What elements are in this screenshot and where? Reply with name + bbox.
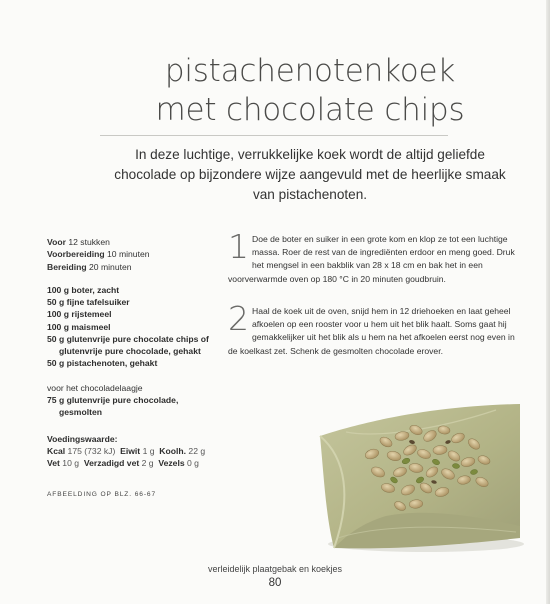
ingredient-item: 75 g glutenvrije pure chocolade,: [47, 395, 179, 405]
ingredient-item: 50 g glutenvrije pure chocolate chips of: [47, 333, 209, 344]
method-step-1: [228, 227, 524, 286]
title-line-1: pistachenotenkoek: [164, 53, 456, 89]
ingredient-item: 50 g pistachenoten, gehakt: [47, 358, 158, 369]
nutrition-value: 1 g: [142, 446, 155, 456]
nutrition-heading: Voedingswaarde:: [47, 434, 118, 444]
ingredient-item: glutenvrije pure chocolade, gehakt: [59, 346, 201, 357]
nutrition-value: 22 g: [188, 446, 206, 456]
meta-label: Voorbereiding: [47, 249, 105, 260]
meta-label: Voor: [47, 237, 66, 247]
chapter-footer: verleidelijk plaatgebak en koekjes: [207, 564, 343, 574]
page-number: 80: [268, 577, 282, 589]
title-divider: [100, 135, 448, 136]
nutrition-value: 2 g: [141, 458, 154, 469]
step-number: 2: [228, 299, 249, 338]
meta-prep-time: [47, 248, 227, 260]
nutrition-label: Verzadigd vet: [83, 458, 140, 469]
ingredient-item: 100 g rijstemeel: [47, 309, 112, 320]
nutrition-facts: [47, 445, 237, 470]
meta-label: Bereiding: [47, 261, 87, 272]
chocolate-layer-ingredient: [47, 394, 227, 418]
page-edge: [546, 0, 550, 604]
meta-cook-time: [47, 261, 227, 273]
nutrition-label: Vet: [47, 458, 60, 469]
method-step-2: [228, 299, 524, 358]
ingredient-item: 100 g boter, zacht: [47, 285, 120, 295]
step-number: 1: [228, 227, 249, 266]
image-reference-caption: AFBEELDING OP BLZ. 66-67: [47, 491, 157, 498]
chocolate-layer-heading: voor het chocoladelaagje: [47, 383, 143, 393]
nutrition-label: Vezels: [158, 458, 185, 469]
meta-value: 20 minuten: [89, 261, 132, 272]
intro-text: In deze luchtige, verrukkelijke koek wordt de altijd geliefde chocolade op bijzondere wijze aangevuld met de heerlijke smaak van pistachenoten.: [114, 147, 506, 202]
nutrition-row-1: [47, 445, 237, 457]
meta-value: 12 stukken: [68, 237, 110, 247]
nutrition-value: 175 (732 kJ): [67, 446, 116, 456]
title-line-2: met chocolate chips: [155, 92, 465, 128]
nutrition-label: Kcal: [47, 446, 66, 456]
meta-value: 10 minuten: [107, 249, 150, 260]
nutrition-value: 10 g: [62, 458, 80, 469]
recipe-title: [95, 52, 525, 130]
pistachio-photo: [316, 398, 524, 552]
nutrition-label: Eiwit: [120, 446, 141, 456]
ingredient-item: 100 g maismeel: [47, 321, 111, 332]
step-text: Doe de boter en suiker in een grote kom en klop ze tot een luchtige massa. Roer de rest van de ingrediënten erdoor en meng goed. Druk het mengsel in een bakblik van 28 x 18 cm en bak het in een voorverwarmde oven op 180 °C in 20 minuten goudbruin.: [228, 234, 515, 284]
nutrition-value: 0 g: [187, 458, 199, 469]
recipe-meta: [47, 236, 227, 273]
nutrition-row-2: [47, 457, 237, 469]
nutrition-label: Koolh.: [159, 446, 187, 456]
meta-servings: [47, 236, 227, 248]
ingredient-item: gesmolten: [59, 407, 102, 418]
ingredient-list: [47, 284, 227, 369]
step-text: Haal de koek uit de oven, snijd hem in 12 driehoeken en laat geheel afkoelen op een rooster voor u hem uit het blik haalt. Soms gaat hij gemakkelijker uit het blik als u hem na het afkoelen eerst nog even in de koelkast zet. Schenk de gesmolten chocolade erover.: [228, 306, 515, 356]
ingredient-item: 50 g fijne tafelsuiker: [47, 297, 130, 308]
